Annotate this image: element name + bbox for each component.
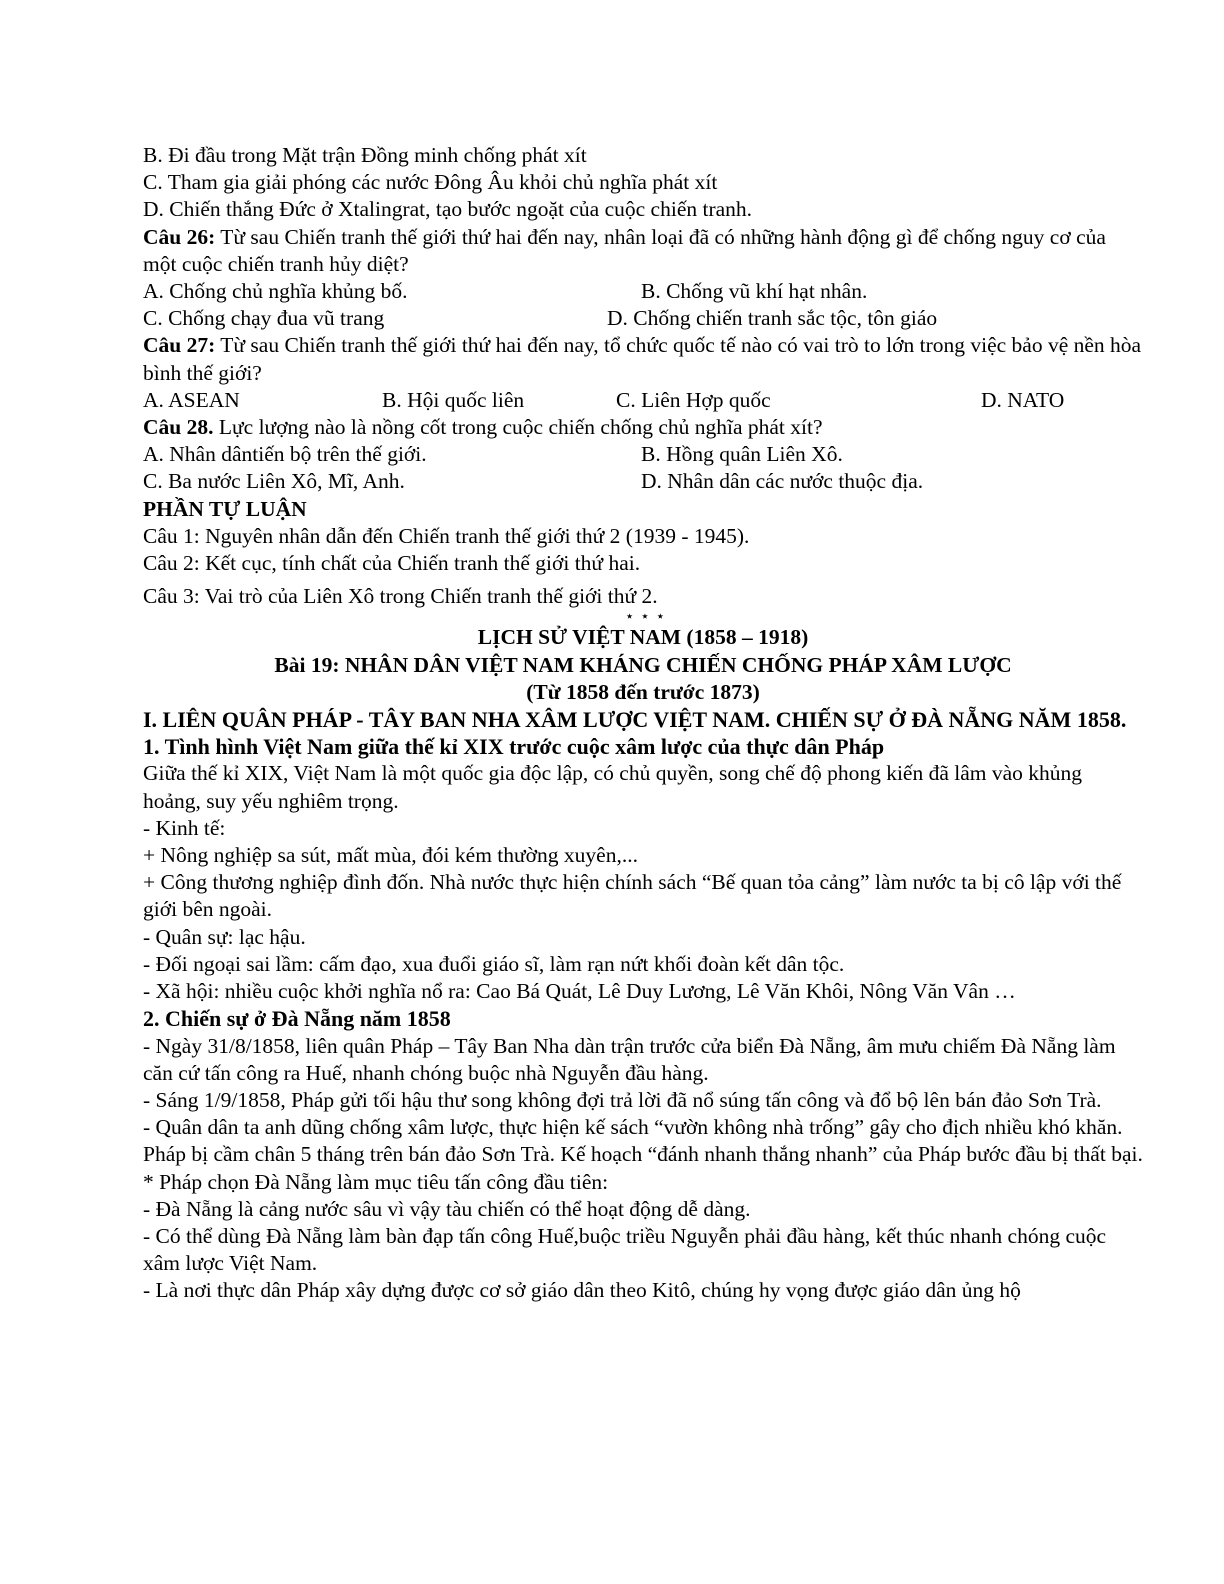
q26-label: Câu 26: — [143, 224, 216, 249]
q25-option-b: B. Đi đầu trong Mặt trận Đồng minh chống phát xít — [143, 143, 587, 167]
q28-option-c: C. Ba nước Liên Xô, Mĩ, Anh. — [143, 469, 405, 494]
paragraph: * Pháp chọn Đà Nẵng làm mục tiêu tấn công đầu tiên: — [143, 1169, 609, 1194]
q26-option-c: C. Chống chạy đua vũ trang — [143, 306, 385, 331]
paragraph: - Quân dân ta anh dũng chống xâm lược, thực hiện kế sách “vườn không nhà trống” gây cho địch nhiều khó khăn. Pháp bị cầm chân 5 tháng trên bán đảo Sơn Trà. Kế hoạch “đánh nhanh thắng nhanh” của Pháp bước đầu bị thất bại. — [143, 1115, 1143, 1167]
paragraph: - Đối ngoại sai lầm: cấm đạo, xua đuổi giáo sĩ, làm rạn nứt khối đoàn kết dân tộc. — [143, 951, 845, 976]
paragraph: - Quân sự: lạc hậu. — [143, 924, 306, 949]
q28-option-d: D. Nhân dân các nước thuộc địa. — [641, 469, 924, 494]
lesson-title: Bài 19: NHÂN DÂN VIỆT NAM KHÁNG CHIẾN CHỐNG PHÁP XÂM LƯỢC — [274, 652, 1012, 677]
lesson-subtitle: (Từ 1858 đến trước 1873) — [526, 679, 760, 704]
q27-text: Từ sau Chiến tranh thế giới thứ hai đến nay, tổ chức quốc tế nào có vai trò to lớn trong việc bảo vệ nền hòa bình thế giới? — [143, 333, 1142, 385]
essay-question-3: Câu 3: Vai trò của Liên Xô trong Chiến tranh thế giới thứ 2. — [143, 584, 658, 609]
q28-options-row-1 — [143, 441, 1143, 468]
paragraph: - Xã hội: nhiều cuộc khởi nghĩa nổ ra: Cao Bá Quát, Lê Duy Lương, Lê Văn Khôi, Nông Văn Vân … — [143, 979, 1016, 1004]
paragraph: - Sáng 1/9/1858, Pháp gửi tối hậu thư song không đợi trả lời đã nổ súng tấn công và đổ bộ lên bán đảo Sơn Trà. — [143, 1087, 1102, 1112]
subsection-heading-1: 1. Tình hình Việt Nam giữa thế kỉ XIX trước cuộc xâm lược của thực dân Pháp — [143, 734, 885, 760]
q27-option-b: B. Hội quốc liên — [382, 387, 525, 412]
q28-question — [143, 414, 1143, 441]
period-title: LỊCH SỬ VIỆT NAM (1858 – 1918) — [477, 625, 809, 650]
q25-option-d: D. Chiến thắng Đức ở Xtalingrat, tạo bước ngoặt của cuộc chiến tranh. — [143, 197, 753, 222]
q27-options-row — [143, 387, 1143, 414]
section-heading-1: I. LIÊN QUÂN PHÁP - TÂY BAN NHA XÂM LƯỢC VIỆT NAM. CHIẾN SỰ Ở ĐÀ NẴNG NĂM 1858. — [143, 707, 1127, 733]
q28-label: Câu 28. — [143, 415, 214, 440]
q27-option-c: C. Liên Hợp quốc — [616, 387, 771, 412]
paragraph: - Đà Nẵng là cảng nước sâu vì vậy tàu chiến có thể hoạt động dễ dàng. — [143, 1196, 751, 1221]
paragraph: + Nông nghiệp sa sút, mất mùa, đói kém thường xuyên,... — [143, 843, 638, 868]
star-separator: ⋆⋆⋆ — [624, 609, 672, 626]
q28-option-a: A. Nhân dântiến bộ trên thế giới. — [143, 442, 427, 467]
q28-option-b: B. Hồng quân Liên Xô. — [641, 442, 843, 467]
q26-options-row-1 — [143, 278, 1143, 305]
subsection-heading-2: 2. Chiến sự ở Đà Nẵng năm 1858 — [143, 1006, 451, 1032]
q26-option-a: A. Chống chủ nghĩa khủng bố. — [143, 279, 408, 304]
essay-question-2: Câu 2: Kết cục, tính chất của Chiến tranh thế giới thứ hai. — [143, 551, 641, 576]
q27-label: Câu 27: — [143, 333, 216, 358]
q26-text: Từ sau Chiến tranh thế giới thứ hai đến nay, nhân loại đã có những hành động gì để chống nguy cơ của một cuộc chiến tranh hủy diệt? — [143, 224, 1106, 276]
paragraph: + Công thương nghiệp đình đốn. Nhà nước thực hiện chính sách “Bế quan tỏa cảng” làm nước ta bị cô lập với thế giới bên ngoài. — [143, 870, 1122, 922]
document-page — [143, 142, 1143, 1305]
q28-options-row-2 — [143, 468, 1143, 495]
paragraph: - Có thể dùng Đà Nẵng làm bàn đạp tấn công Huế,buộc triều Nguyễn phải đầu hàng, kết thúc nhanh chóng cuộc xâm lược Việt Nam. — [143, 1223, 1107, 1276]
q26-option-b: B. Chống vũ khí hạt nhân. — [641, 279, 868, 304]
paragraph: - Ngày 31/8/1858, liên quân Pháp – Tây Ban Nha dàn trận trước cửa biển Đà Nẵng, âm mưu chiếm Đà Nẵng làm căn cứ tấn công ra Huế, nhanh chóng buộc nhà Nguyễn đầu hàng. — [143, 1033, 1116, 1085]
q26-options-row-2 — [143, 305, 1143, 332]
essay-question-1: Câu 1: Nguyên nhân dẫn đến Chiến tranh thế giới thứ 2 (1939 - 1945). — [143, 523, 750, 548]
paragraph: Giữa thế kỉ XIX, Việt Nam là một quốc gia độc lập, có chủ quyền, song chế độ phong kiến đã lâm vào khủng hoảng, suy yếu nghiêm trọng. — [143, 761, 1083, 813]
q27-option-a: A. ASEAN — [143, 387, 240, 412]
paragraph: - Là nơi thực dân Pháp xây dựng được cơ sở giáo dân theo Kitô, chúng hy vọng được giáo dân ủng hộ — [143, 1278, 1021, 1303]
q28-text: Lực lượng nào là nồng cốt trong cuộc chiến chống chủ nghĩa phát xít? — [213, 415, 823, 440]
q26-option-d: D. Chống chiến tranh sắc tộc, tôn giáo — [607, 306, 938, 331]
q26-question — [143, 224, 1143, 278]
q27-question — [143, 332, 1143, 386]
paragraph: - Kinh tế: — [143, 815, 226, 840]
q25-option-c: C. Tham gia giải phóng các nước Đông Âu khỏi chủ nghĩa phát xít — [143, 170, 718, 195]
q27-option-d: D. NATO — [981, 387, 1065, 412]
essay-heading: PHẦN TỰ LUẬN — [143, 496, 307, 521]
